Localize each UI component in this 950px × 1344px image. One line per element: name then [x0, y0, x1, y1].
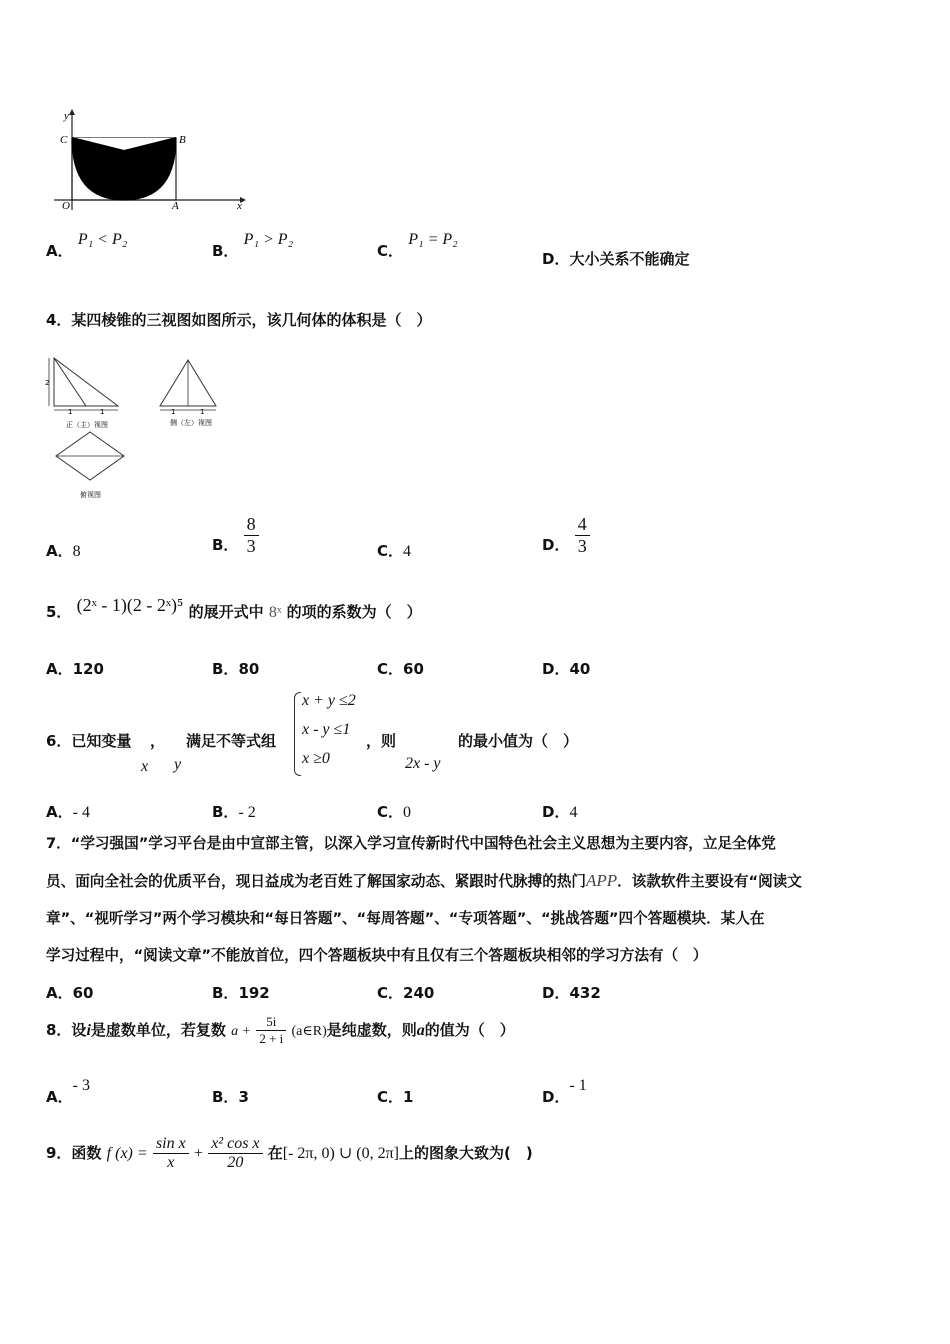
q6-target: 2x - y — [405, 755, 441, 772]
option-text: - 3 — [72, 1077, 90, 1094]
q4-option-a — [46, 540, 81, 561]
option-letter: D． — [542, 1088, 570, 1106]
q3-region-figure — [40, 105, 255, 220]
q6-prefix: 6．已知变量 — [46, 732, 132, 750]
q4-stem: 4．某四棱锥的三视图如图所示，该几何体的体积是（ ） — [46, 311, 432, 329]
q3-label-x: x — [237, 200, 242, 212]
q8-prefix: 8．设 — [46, 1021, 87, 1039]
q6-ineq-2: x - y ≤1 — [302, 721, 351, 738]
q4-option-c — [377, 540, 411, 561]
q6-option-b — [212, 801, 256, 822]
option-letter: C． — [377, 984, 404, 1002]
q6-satisfy: 满足不等式组 — [186, 732, 277, 750]
q3-label-a: A — [172, 200, 179, 212]
option-text: 3 — [238, 1088, 249, 1106]
q5-term: 8ˣ — [268, 604, 282, 621]
q9-interval: [- 2π, 0) ∪ (0, 2π] — [282, 1145, 399, 1162]
q9-denominator-1: x — [167, 1154, 175, 1171]
q7-line-2 — [46, 862, 901, 900]
q8-a-plus: a + — [231, 1024, 252, 1039]
option-letter: A． — [46, 542, 73, 560]
option-text: 大小关系不能确定 — [569, 250, 690, 268]
option-text: 4 — [569, 804, 578, 821]
option-text: - 1 — [569, 1077, 587, 1094]
q5-number: 5． — [46, 603, 72, 621]
option-letter: A． — [46, 660, 73, 678]
option-text: 120 — [72, 660, 104, 678]
q7-line-4: 学习过程中，“阅读文章”不能放首位，四个答题板块中有且仅有三个答题板块相邻的学习方法有（ ） — [46, 947, 708, 964]
option-letter: C． — [377, 542, 404, 560]
q3-option-c — [377, 231, 458, 261]
q9-stem — [46, 1135, 533, 1172]
option-text: 0 — [403, 804, 412, 821]
q5-option-b — [212, 658, 259, 679]
q4-label-side: 侧（左）视图 — [170, 419, 212, 427]
q8-mid2: 是纯虚数，则 — [326, 1021, 417, 1039]
q4-option-d — [542, 514, 590, 557]
option-numerator: 4 — [575, 514, 590, 536]
q5-option-c — [377, 658, 424, 679]
q5-option-d — [542, 658, 590, 679]
q8-option-b — [212, 1086, 249, 1107]
option-letter: B． — [212, 242, 239, 260]
q7-option-b — [212, 982, 270, 1003]
q3-label-c: C — [60, 134, 68, 146]
q8-i: i — [86, 1022, 91, 1039]
q9-tail: 上的图象大致为( ) — [398, 1144, 533, 1162]
q3-option-d — [542, 248, 689, 269]
q9-prefix: 9．函数 — [46, 1144, 102, 1162]
q7-line-2a: 员、面向全社会的优质平台，现日益成为老百姓了解国家动态、紧跟时代脉搏的热门 — [46, 873, 586, 890]
option-text: P₁ = P₂ — [408, 231, 458, 248]
q7-stem — [46, 825, 901, 974]
q9-fx: f (x) = — [106, 1145, 148, 1162]
option-letter: D． — [542, 803, 570, 821]
option-text: 40 — [569, 660, 591, 678]
option-denominator: 3 — [577, 536, 587, 556]
q4-label-front: 正（主）视图 — [66, 421, 108, 429]
q6-var-x: x — [141, 758, 149, 775]
option-letter: A． — [46, 1088, 73, 1106]
q9-numerator-1: sin x — [153, 1135, 189, 1154]
q3-option-a — [46, 231, 128, 261]
q4-option-b — [212, 514, 259, 557]
q8-stem — [46, 1014, 515, 1047]
q6-brace — [294, 692, 301, 776]
q7-line-3: 章”、“视听学习”两个学习模块和“每日答题”、“每周答题”、“专项答题”、“挑战答题”四个答题模块．某人在 — [46, 910, 765, 927]
q5-mid: 的展开式中 — [188, 603, 264, 621]
q4-label-1b: 1 — [100, 408, 105, 416]
option-text: P₁ < P₂ — [77, 231, 128, 248]
option-text: 60 — [403, 660, 424, 678]
option-text: 8 — [72, 543, 81, 560]
option-letter: B． — [212, 660, 239, 678]
q7-line-1: 7．“学习强国”学习平台是由中宣部主管，以深入学习宣传新时代中国特色社会主义思想为主要内容，立足全体党 — [46, 835, 776, 852]
q8-option-a — [46, 1077, 90, 1107]
q6-ineq-1: x + y ≤2 — [302, 692, 356, 709]
q7-option-d — [542, 982, 601, 1003]
option-text: 60 — [72, 984, 94, 1002]
q8-a: a — [416, 1022, 425, 1039]
option-letter: C． — [377, 660, 404, 678]
q5-option-a — [46, 658, 104, 679]
q4-label-1a: 1 — [68, 408, 73, 416]
q5-expression: (2ˣ - 1)(2 - 2ˣ)⁵ — [76, 595, 184, 615]
q7-option-a — [46, 982, 93, 1003]
option-numerator: 8 — [244, 514, 259, 536]
option-letter: B． — [212, 803, 239, 821]
option-letter: D． — [542, 536, 570, 554]
option-letter: D． — [542, 984, 570, 1002]
q8-option-c — [377, 1086, 413, 1107]
option-letter: A． — [46, 984, 73, 1002]
q8-tail: 的值为（ ） — [424, 1021, 515, 1039]
q3-label-b: B — [179, 134, 186, 146]
option-text: P₁ > P₂ — [243, 231, 294, 248]
q3-label-o: O — [62, 200, 70, 212]
q7-line-2b: ．该款软件主要设有“阅读文 — [617, 873, 802, 890]
q4-label-top: 俯视图 — [80, 491, 101, 499]
option-text: - 4 — [72, 804, 90, 821]
q4-label-1c: 1 — [171, 408, 176, 416]
q9-denominator-2: 20 — [227, 1154, 244, 1171]
q3-label-y: y — [64, 110, 69, 122]
option-letter: B． — [212, 1088, 239, 1106]
option-text: 1 — [403, 1088, 414, 1106]
option-text: 240 — [403, 984, 435, 1002]
q5-tail: 的项的系数为（ ） — [286, 603, 422, 621]
q7-option-c — [377, 982, 434, 1003]
q4-label-1d: 1 — [200, 408, 205, 416]
option-letter: D． — [542, 250, 570, 268]
q5-stem — [46, 595, 422, 622]
q6-comma: ， — [150, 732, 166, 750]
q6-ineq-3: x ≥0 — [302, 750, 330, 767]
q9-plus: + — [193, 1145, 203, 1162]
q8-mid1: 是虚数单位，若复数 — [90, 1021, 226, 1039]
q4-label-h: 2 — [45, 379, 50, 387]
option-letter: C． — [377, 242, 404, 260]
option-text: 432 — [569, 984, 601, 1002]
option-text: 192 — [238, 984, 270, 1002]
option-letter: A． — [46, 803, 73, 821]
q6-option-c — [377, 801, 411, 822]
option-text: - 2 — [238, 804, 256, 821]
q8-denominator: 2 + i — [259, 1031, 284, 1046]
q8-condition: (a∈R) — [291, 1024, 327, 1039]
q6-option-a — [46, 801, 90, 822]
q8-option-d — [542, 1077, 587, 1107]
option-text: 80 — [238, 660, 260, 678]
q9-numerator-2: x² cos x — [208, 1135, 262, 1154]
q4-three-view-figure — [40, 350, 240, 505]
option-text: 4 — [403, 543, 412, 560]
q7-app: APP — [585, 871, 618, 890]
option-denominator: 3 — [246, 536, 256, 556]
q6-option-d — [542, 801, 577, 822]
option-letter: B． — [212, 984, 239, 1002]
q6-var-y: y — [174, 756, 182, 773]
q9-in: 在 — [267, 1144, 283, 1162]
option-letter: D． — [542, 660, 570, 678]
q8-numerator: 5i — [256, 1014, 286, 1031]
option-letter: C． — [377, 1088, 404, 1106]
q6-then: ，则 — [366, 732, 397, 750]
option-letter: A． — [46, 242, 73, 260]
option-letter: B． — [212, 536, 239, 554]
q6-tail: 的最小值为（ ） — [458, 732, 579, 750]
option-letter: C． — [377, 803, 404, 821]
q3-option-b — [212, 231, 294, 261]
